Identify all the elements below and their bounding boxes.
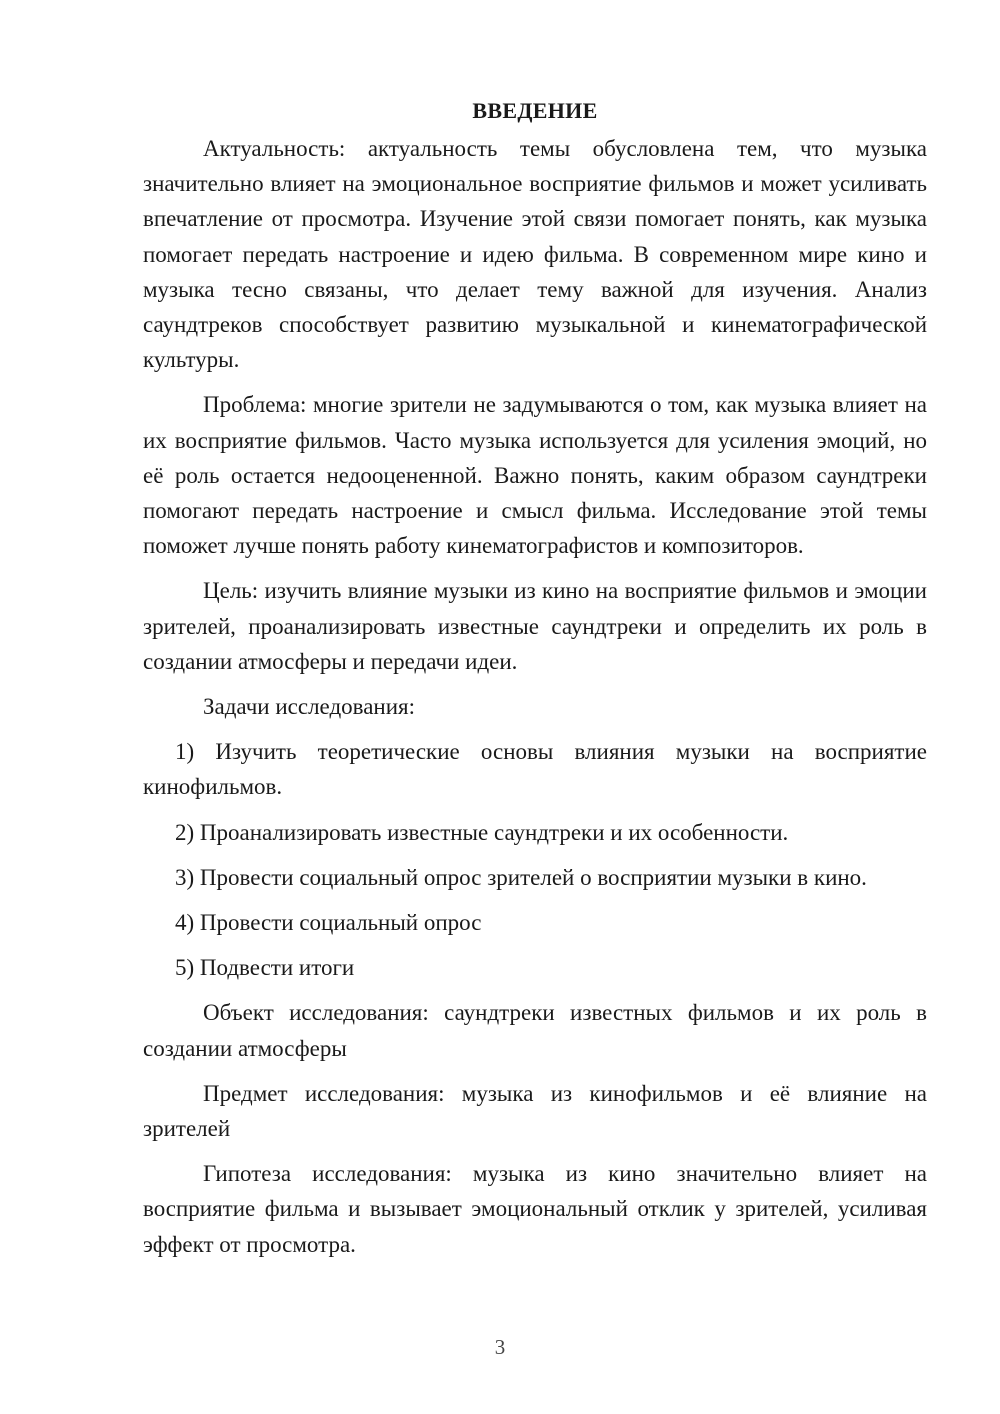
task-item-5: 5) Подвести итоги (175, 955, 355, 981)
tasks-heading: Задачи исследования: (203, 694, 416, 720)
task-item-3: 3) Провести социальный опрос зрителей о восприятии музыки в кино. (175, 864, 867, 890)
goal-paragraph: Цель: изучить влияние музыки из кино на восприятие фильмов и эмоции зрителей, проанализировать известные саундтреки и определить их роль в создании атмосферы и передачи идеи. (143, 578, 927, 674)
problem-paragraph: Проблема: многие зрители не задумываются о том, как музыка влияет на их восприятие фильмов. Часто музыка используется для усиления эмоций, но её роль остается недооцененной. Важно понять, каким образом саундтреки помогают передать настроение и смысл фильма. Исследование этой темы поможет лучше понять работу кинематографистов и композиторов. (143, 392, 927, 559)
relevance-paragraph: Актуальность: актуальность темы обусловлена тем, что музыка значительно влияет на эмоциональное восприятие фильмов и может усиливать впечатление от просмотра. Изучение этой связи помогает понять, как музыка помогает передать настроение и идею фильма. В современном мире кино и музыка тесно связаны, что делает тему важной для изучения. Анализ саундтреков способствует развитию музыкальной и кинематографической культуры. (143, 136, 927, 373)
object-paragraph: Объект исследования: саундтреки известных фильмов и их роль в создании атмосферы (143, 1000, 927, 1061)
section-title: ВВЕДЕНИЕ (472, 98, 598, 123)
tasks-list (143, 734, 927, 985)
page-number: 3 (494, 1335, 506, 1359)
subject-paragraph: Предмет исследования: музыка из кинофильмов и её влияние на зрителей (143, 1080, 927, 1142)
task-item-1: 1) Изучить теоретические основы влияния музыки на восприятие кинофильмов. (143, 739, 927, 800)
task-item-2: 2) Проанализировать известные саундтреки и их особенности. (175, 819, 789, 845)
task-item-4: 4) Провести социальный опрос (175, 910, 482, 936)
document-page (143, 96, 927, 1272)
hypothesis-paragraph: Гипотеза исследования: музыка из кино значительно влияет на восприятие фильма и вызывает эмоциональный отклик у зрителей, усиливая эффект от просмотра. (143, 1161, 927, 1257)
